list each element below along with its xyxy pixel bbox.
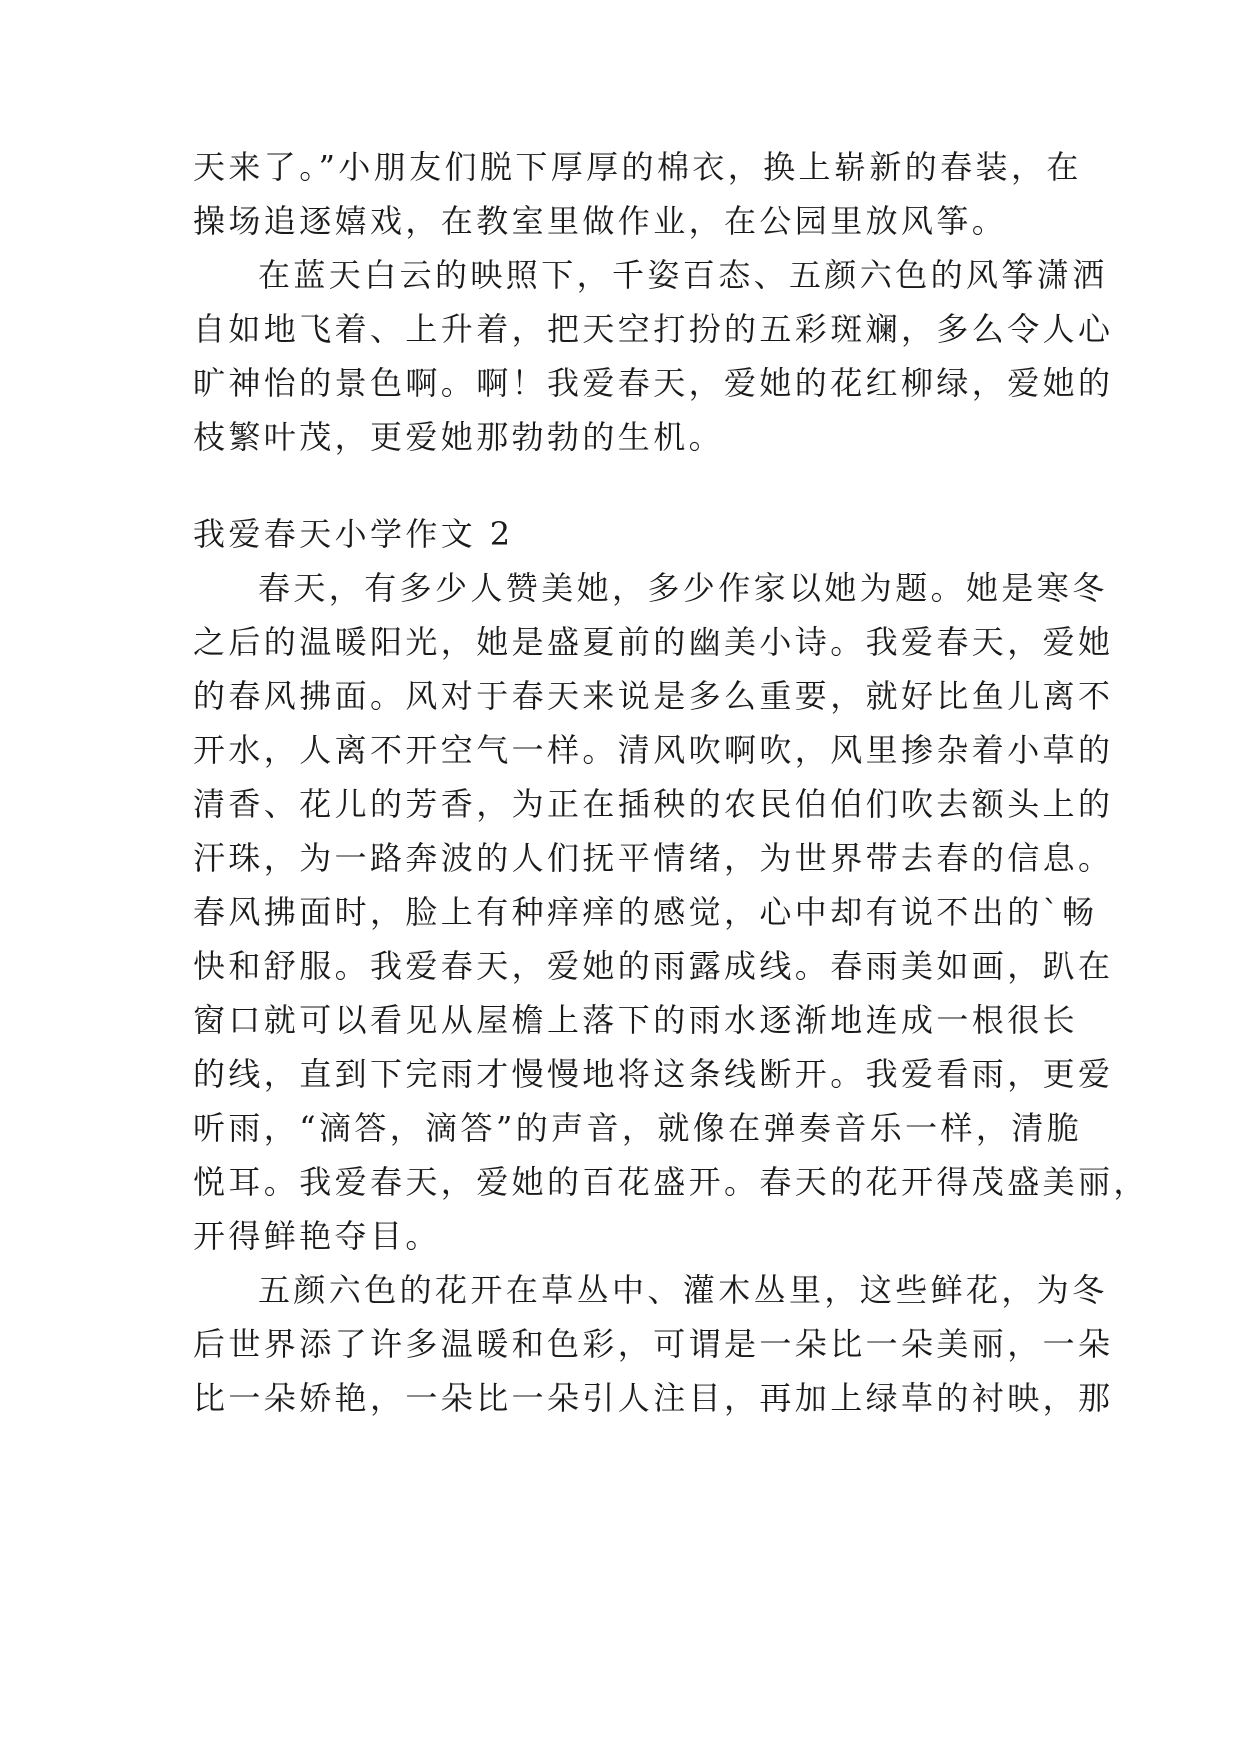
text-line: 之后的温暖阳光，她是盛夏前的幽美小诗。我爱春天，爱她 (193, 623, 1114, 661)
text-line: 自如地飞着、上升着，把天空打扮的五彩斑斓，多么令人心 (193, 310, 1114, 348)
text-line: 的春风拂面。风对于春天来说是多么重要，就好比鱼儿离不 (193, 677, 1114, 715)
text-line: 清香、花儿的芳香，为正在插秧的农民伯伯们吹去额头上的 (193, 785, 1114, 823)
text-line: 春天，有多少人赞美她，多少作家以她为题。她是寒冬 (258, 569, 1108, 607)
text-line: 开得鲜艳夺目。 (193, 1217, 441, 1255)
text-line: 五颜六色的花开在草丛中、灌木丛里，这些鲜花，为冬 (258, 1271, 1108, 1309)
text-line: 快和舒服。我爱春天，爱她的雨露成线。春雨美如画，趴在 (193, 947, 1114, 985)
essay-title: 我爱春天小学作文 2 (193, 515, 514, 553)
text-line: 悦耳。我爱春天，爱她的百花盛开。春天的花开得茂盛美丽， (193, 1163, 1149, 1201)
text-line: 开水，人离不开空气一样。清风吹啊吹，风里掺杂着小草的 (193, 731, 1114, 769)
text-line: 春风拂面时，脸上有种痒痒的感觉，心中却有说不出的`畅 (193, 893, 1098, 931)
text-line: 后世界添了许多温暖和色彩，可谓是一朵比一朵美丽，一朵 (193, 1325, 1114, 1363)
text-line: 的线，直到下完雨才慢慢地将这条线断开。我爱看雨，更爱 (193, 1055, 1114, 1093)
text-line: 枝繁叶茂，更爱她那勃勃的生机。 (193, 418, 725, 456)
text-line: 听雨，“滴答，滴答”的声音，就像在弹奏音乐一样，清脆 (193, 1109, 1083, 1147)
text-line: 汗珠，为一路奔波的人们抚平情绪，为世界带去春的信息。 (193, 839, 1114, 877)
text-line: 窗口就可以看见从屋檐上落下的雨水逐渐地连成一根很长 (193, 1001, 1079, 1039)
text-line: 操场追逐嬉戏，在教室里做作业，在公园里放风筝。 (193, 202, 1008, 240)
text-line: 天来了。”小朋友们脱下厚厚的棉衣，换上崭新的春装，在 (193, 148, 1082, 186)
text-line: 在蓝天白云的映照下，千姿百态、五颜六色的风筝潇洒 (258, 256, 1108, 294)
text-line: 比一朵娇艳，一朵比一朵引人注目，再加上绿草的衬映，那 (193, 1379, 1114, 1417)
text-line: 旷神怡的景色啊。啊！我爱春天，爱她的花红柳绿，爱她的 (193, 364, 1114, 402)
